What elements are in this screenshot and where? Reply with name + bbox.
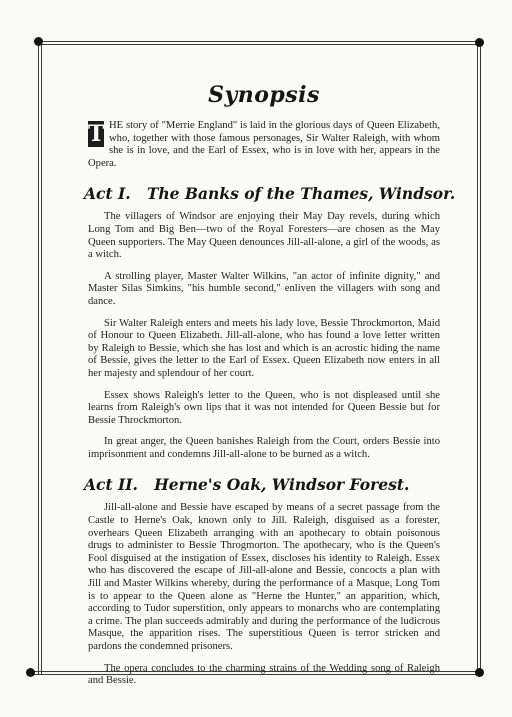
- border-right-inner: [480, 41, 481, 674]
- act-2-heading: Act II. Herne's Oak, Windsor Forest.: [84, 475, 410, 495]
- corner-ornament-top-left: [34, 37, 43, 46]
- border-top: [38, 41, 480, 42]
- corner-ornament-bottom-left: [26, 668, 35, 677]
- intro-text: HE story of "Merrie England" is laid in the glorious days of Queen Elizabeth, who, together with those famous personages, Sir Walter Raleigh, with whom she is in love, and the Earl of Essex, who is in love with her, appears in the Opera.: [88, 120, 440, 169]
- act-1-paragraph-1: The villagers of Windsor are enjoying their May Day revels, during which Long Tom and Big Ben—two of the Royal Foresters—are chosen as the May Queen supporters. The May Queen denounces Jill-all-alone, a girl of the woods, as a witch.: [88, 211, 440, 261]
- act-1-paragraph-5: In great anger, the Queen banishes Raleigh from the Court, orders Bessie into imprisonment and condemns Jill-all-alone to be burned as a witch.: [88, 436, 440, 460]
- drop-cap: T: [88, 121, 105, 147]
- act-2-paragraph-2: The opera concludes to the charming strains of the Wedding song of Raleigh and Bessie.: [88, 662, 440, 687]
- act-1-paragraph-4: Essex shows Raleigh's letter to the Queen, who is not displeased until she learns from Raleigh's own lips that it was not intended for Queen Bessie but for Bessie Throckmorton.: [88, 389, 440, 426]
- intro-paragraph: [88, 120, 440, 170]
- act-2-paragraph-1: Jill-all-alone and Bessie have escaped by means of a secret passage from the Castle to Herne's Oak, known only to Jill. Raleigh, disguised as a forester, overhears Queen Elizabeth arranging with an apothecary to obtain poisonous drugs to administer to Bessie Throgmorton. The apothecary, who is the Queen's Fool disguised at the instigation of Essex, discloses his identity to Raleigh. Essex who has discovered the escape of Jill-all-alone and Bessie, concocts a plan with Jill and Master Wilkins whereby, during the performance of a Masque, Long Tom is to appear to the Queen alone as "Herne the Hunter," an apparition, which, according to Tudor superstition, only appears to monarchs who are contemplating a crime. The plan succeeds admirably and during the performance of the ludicrous Masque, the apparition rises. The superstitious Queen is terror stricken and pardons the condemned prisoners.: [88, 502, 440, 652]
- synopsis-content: [84, 82, 456, 697]
- act-1-paragraph-2: A strolling player, Master Walter Wilkins, "an actor of infinite dignity," and Master Silas Simkins, "his humble second," enliven the villagers with song and dance.: [88, 270, 440, 307]
- act-1-paragraph-3: Sir Walter Raleigh enters and meets his lady love, Bessie Throckmorton, Maid of Honour to Queen Elizabeth. Jill-all-alone, who has found a love letter written by Raleigh to Bessie, which she has lost and which is an acrostic hiding the name of Bessie, gives the letter to the Earl of Essex. Queen Elizabeth now enters in all her majesty and splendour of her court.: [88, 317, 440, 379]
- border-right: [477, 41, 478, 674]
- border-top-inner: [38, 44, 480, 45]
- corner-ornament-top-right: [475, 38, 484, 47]
- corner-ornament-bottom-right: [475, 668, 484, 677]
- border-left: [38, 41, 39, 674]
- act-1-heading: Act I. The Banks of the Thames, Windsor.: [84, 184, 456, 204]
- page-title: Synopsis: [208, 82, 320, 108]
- border-left-inner: [41, 41, 42, 674]
